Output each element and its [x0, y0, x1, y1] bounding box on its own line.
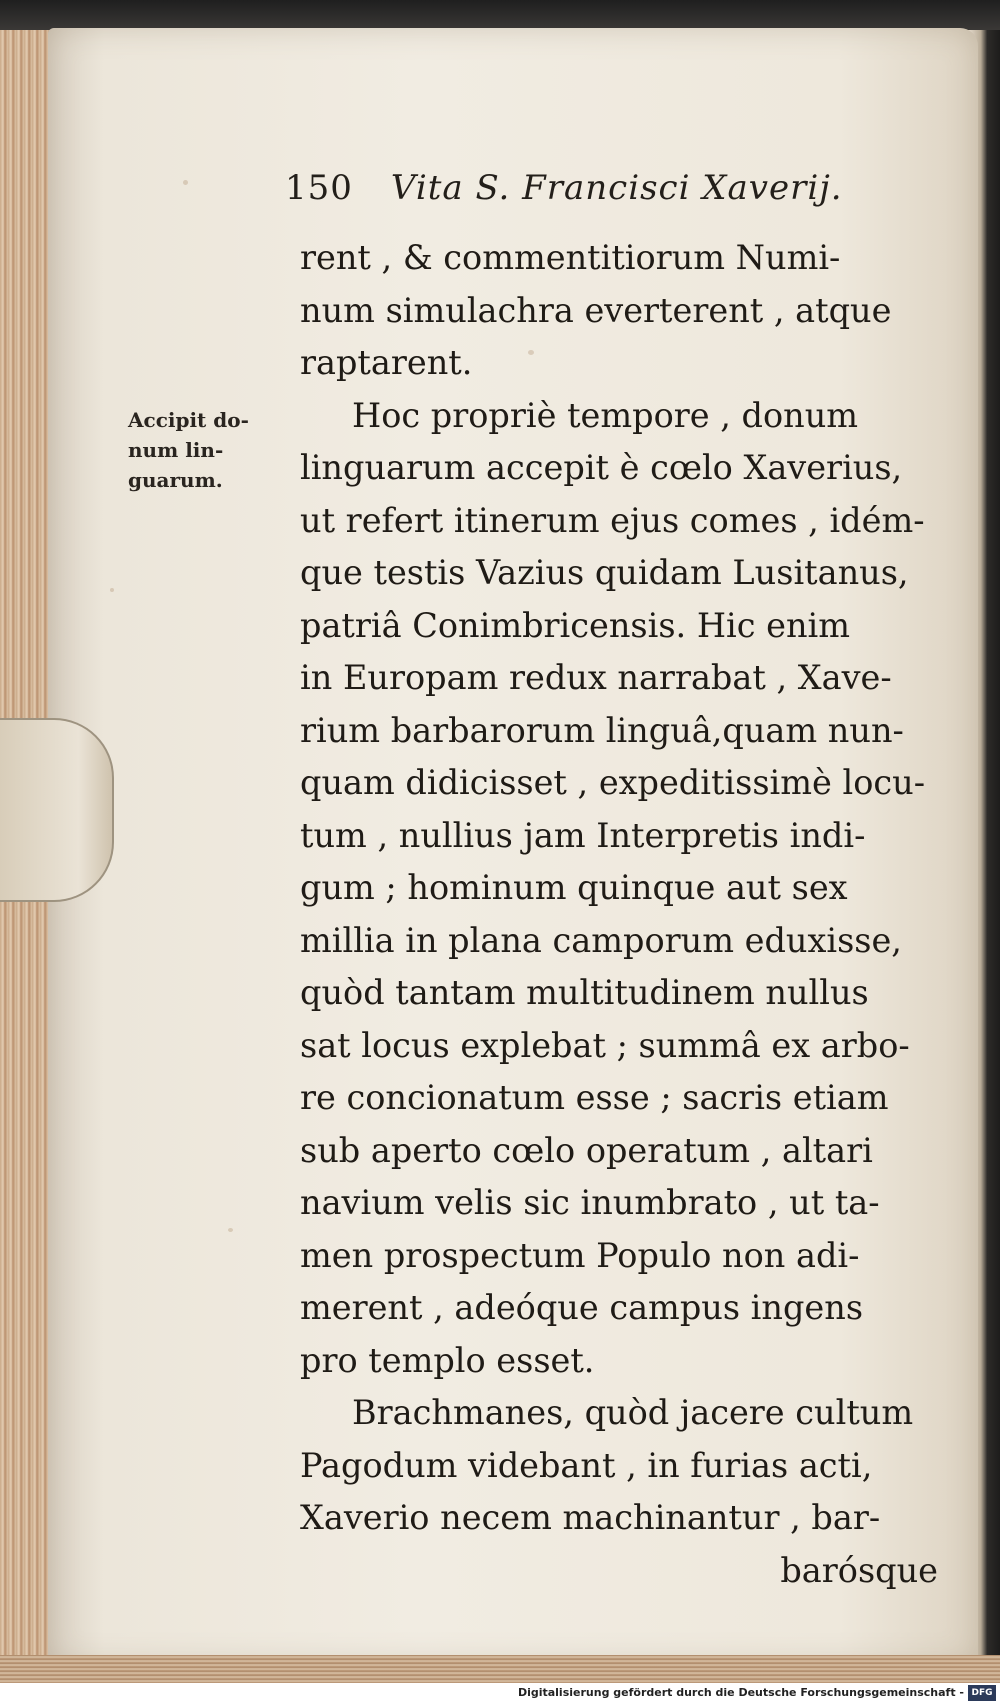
- body-text: [300, 232, 940, 1597]
- text-line: linguarum accepit è cœlo Xaverius,: [300, 448, 903, 487]
- text-line: pro templo esset.: [300, 1340, 595, 1380]
- footer-bar: [0, 1683, 1000, 1705]
- text-line: quam didicisset , expeditissimè locu-: [300, 763, 926, 802]
- text-line: rium barbarorum linguâ,quam nun-: [300, 710, 904, 750]
- marginal-note-line: Accipit do-: [128, 408, 249, 432]
- footer-credit: Digitalisierung gefördert durch die Deutsche Forschungsgemeinschaft -: [517, 1686, 964, 1699]
- text-line: re concionatum esse ; sacris etiam: [300, 1078, 889, 1117]
- text-line: que testis Vazius quidam Lusitanus,: [300, 553, 909, 592]
- text-line: Pagodum videbant , in furias acti,: [300, 1445, 873, 1485]
- text-line: Brachmanes, quòd jacere cultum: [352, 1393, 914, 1432]
- text-line: Xaverio necem machinantur , bar-: [300, 1498, 881, 1537]
- text-line: millia in plana camporum eduxisse,: [300, 920, 902, 960]
- text-line: tum , nullius jam Interpretis indi-: [300, 815, 866, 855]
- text-line: navium velis sic inumbrato , ut ta-: [300, 1183, 880, 1222]
- page-number: 150: [285, 168, 353, 208]
- paper-blemish: [183, 180, 188, 185]
- catchword: barósque: [780, 1550, 938, 1590]
- text-line: men prospectum Populo non adi-: [300, 1235, 860, 1275]
- text-line: sat locus explebat ; summâ ex arbo-: [300, 1025, 910, 1065]
- paper-blemish: [110, 588, 114, 592]
- text-line: quòd tantam multitudinem nullus: [300, 973, 869, 1012]
- dfg-logo: DFG: [968, 1685, 996, 1701]
- marginal-note-line: num lin-: [128, 438, 224, 462]
- text-line: patriâ Conimbricensis. Hic enim: [300, 605, 851, 645]
- marginal-note-line: guarum.: [128, 468, 223, 492]
- text-line: ut refert itinerum ejus comes , idém-: [300, 500, 925, 540]
- text-line: gum ; hominum quinque aut sex: [300, 868, 848, 907]
- book-edge-bottom: [0, 1655, 1000, 1683]
- text-line: num simulachra everterent , atque: [300, 290, 892, 330]
- bookmark-tab: [0, 718, 114, 902]
- text-line: Hoc propriè tempore , donum: [352, 395, 859, 435]
- scan-background-top: [0, 0, 1000, 30]
- paper-blemish: [228, 1228, 233, 1232]
- marginal-note: [128, 405, 288, 495]
- text-line: in Europam redux narrabat , Xave-: [300, 658, 892, 697]
- running-title: Vita S. Francisci Xaverij.: [390, 168, 843, 208]
- text-line: rent , & commentitiorum Numi-: [300, 238, 841, 277]
- running-head: [285, 168, 843, 208]
- text-line: merent , adeóque campus ingens: [300, 1288, 864, 1327]
- text-line: sub aperto cœlo operatum , altari: [300, 1130, 873, 1170]
- text-line: raptarent.: [300, 343, 473, 382]
